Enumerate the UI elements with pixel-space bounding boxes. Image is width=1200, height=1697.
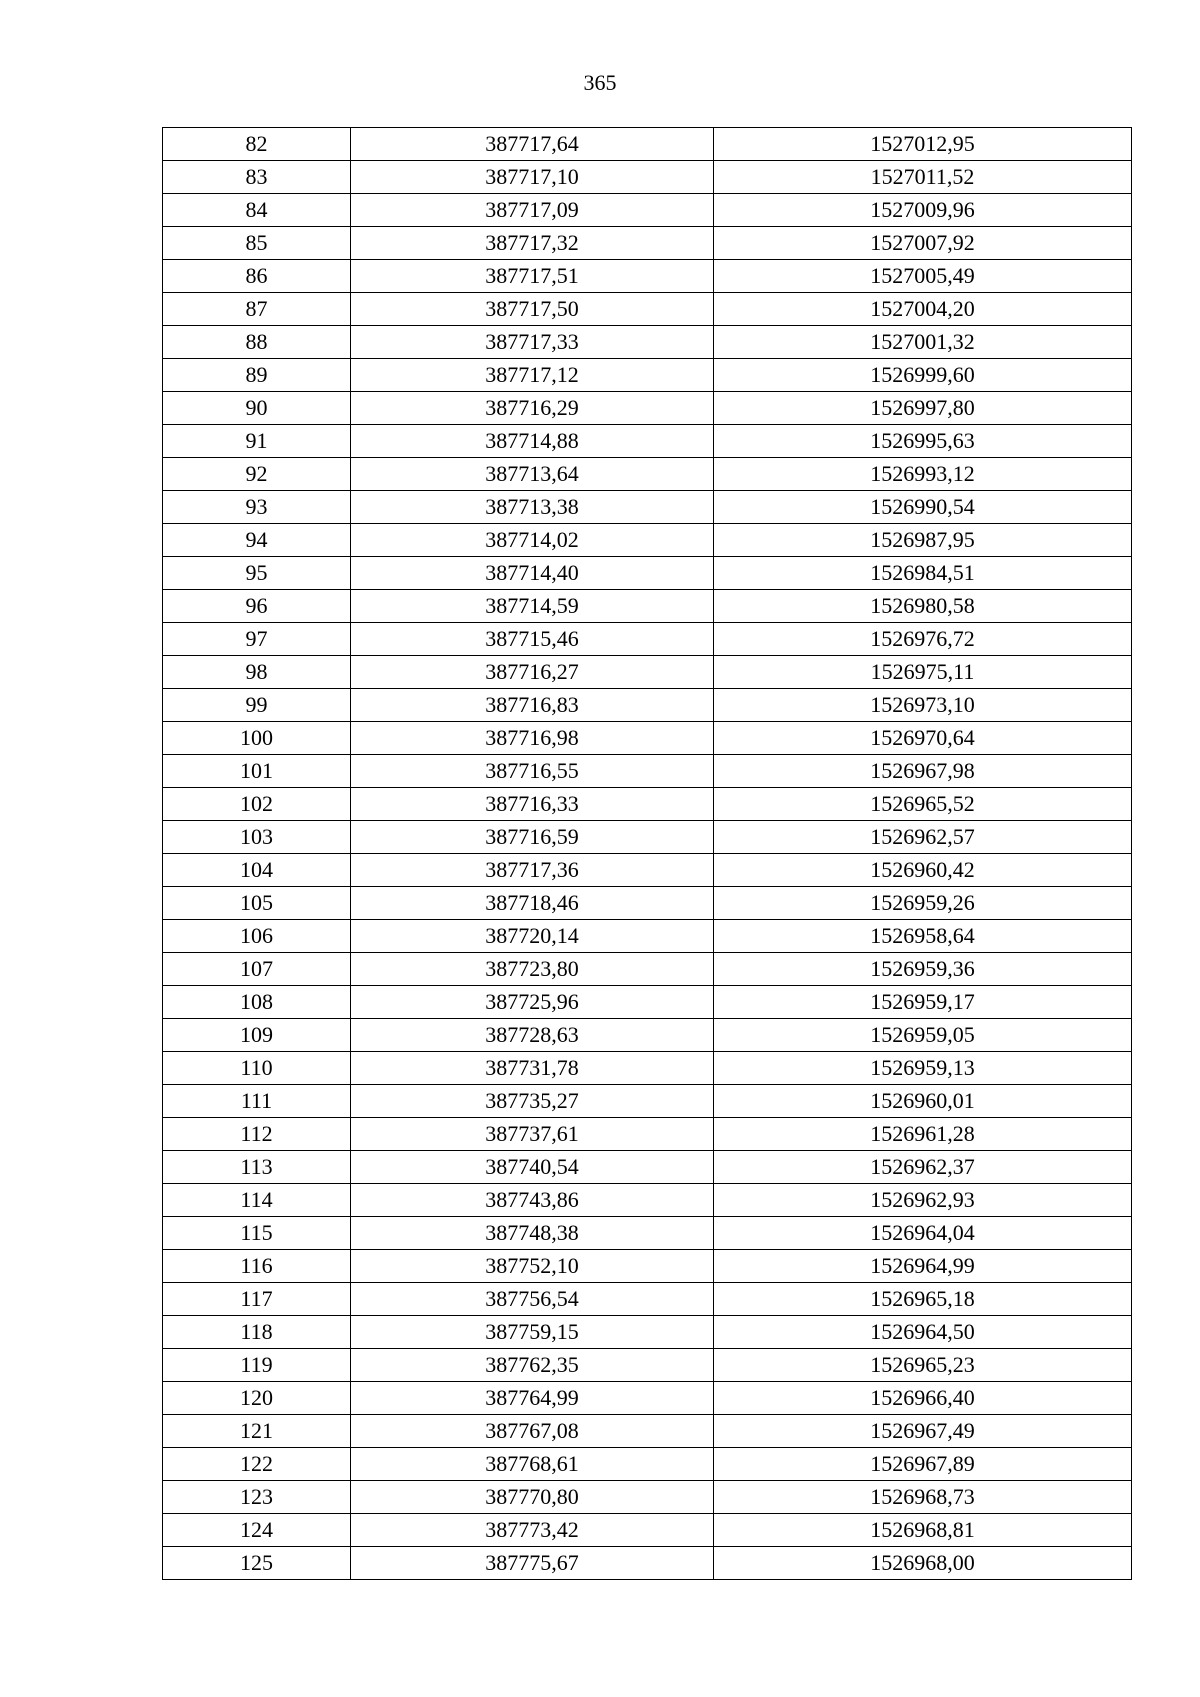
point-number-cell: 119 xyxy=(163,1349,351,1382)
y-coordinate-cell: 1526959,13 xyxy=(714,1052,1132,1085)
y-coordinate-cell: 1527001,32 xyxy=(714,326,1132,359)
y-coordinate-cell: 1526973,10 xyxy=(714,689,1132,722)
point-number-cell: 121 xyxy=(163,1415,351,1448)
x-coordinate-cell: 387737,61 xyxy=(351,1118,714,1151)
point-number-cell: 117 xyxy=(163,1283,351,1316)
x-coordinate-cell: 387718,46 xyxy=(351,887,714,920)
point-number-cell: 88 xyxy=(163,326,351,359)
x-coordinate-cell: 387714,02 xyxy=(351,524,714,557)
table-row xyxy=(163,953,1132,986)
x-coordinate-cell: 387773,42 xyxy=(351,1514,714,1547)
y-coordinate-cell: 1526984,51 xyxy=(714,557,1132,590)
coordinates-table-body xyxy=(163,128,1132,1580)
x-coordinate-cell: 387720,14 xyxy=(351,920,714,953)
x-coordinate-cell: 387717,32 xyxy=(351,227,714,260)
y-coordinate-cell: 1527007,92 xyxy=(714,227,1132,260)
y-coordinate-cell: 1526961,28 xyxy=(714,1118,1132,1151)
point-number-cell: 124 xyxy=(163,1514,351,1547)
x-coordinate-cell: 387759,15 xyxy=(351,1316,714,1349)
x-coordinate-cell: 387775,67 xyxy=(351,1547,714,1580)
x-coordinate-cell: 387716,83 xyxy=(351,689,714,722)
table-row xyxy=(163,788,1132,821)
point-number-cell: 85 xyxy=(163,227,351,260)
x-coordinate-cell: 387716,33 xyxy=(351,788,714,821)
x-coordinate-cell: 387748,38 xyxy=(351,1217,714,1250)
point-number-cell: 120 xyxy=(163,1382,351,1415)
y-coordinate-cell: 1526962,37 xyxy=(714,1151,1132,1184)
x-coordinate-cell: 387768,61 xyxy=(351,1448,714,1481)
point-number-cell: 86 xyxy=(163,260,351,293)
table-row xyxy=(163,920,1132,953)
y-coordinate-cell: 1526964,99 xyxy=(714,1250,1132,1283)
point-number-cell: 101 xyxy=(163,755,351,788)
point-number-cell: 95 xyxy=(163,557,351,590)
x-coordinate-cell: 387714,40 xyxy=(351,557,714,590)
table-row xyxy=(163,1250,1132,1283)
y-coordinate-cell: 1526959,05 xyxy=(714,1019,1132,1052)
x-coordinate-cell: 387715,46 xyxy=(351,623,714,656)
table-row xyxy=(163,392,1132,425)
y-coordinate-cell: 1526959,17 xyxy=(714,986,1132,1019)
x-coordinate-cell: 387723,80 xyxy=(351,953,714,986)
x-coordinate-cell: 387770,80 xyxy=(351,1481,714,1514)
x-coordinate-cell: 387740,54 xyxy=(351,1151,714,1184)
y-coordinate-cell: 1526965,52 xyxy=(714,788,1132,821)
x-coordinate-cell: 387767,08 xyxy=(351,1415,714,1448)
table-row xyxy=(163,1118,1132,1151)
y-coordinate-cell: 1526995,63 xyxy=(714,425,1132,458)
table-row xyxy=(163,1316,1132,1349)
table-row xyxy=(163,821,1132,854)
table-row xyxy=(163,1052,1132,1085)
table-row xyxy=(163,1085,1132,1118)
point-number-cell: 103 xyxy=(163,821,351,854)
table-row xyxy=(163,623,1132,656)
x-coordinate-cell: 387762,35 xyxy=(351,1349,714,1382)
point-number-cell: 98 xyxy=(163,656,351,689)
x-coordinate-cell: 387731,78 xyxy=(351,1052,714,1085)
x-coordinate-cell: 387717,50 xyxy=(351,293,714,326)
y-coordinate-cell: 1526960,01 xyxy=(714,1085,1132,1118)
x-coordinate-cell: 387713,64 xyxy=(351,458,714,491)
point-number-cell: 104 xyxy=(163,854,351,887)
table-row xyxy=(163,590,1132,623)
table-row xyxy=(163,1283,1132,1316)
y-coordinate-cell: 1526970,64 xyxy=(714,722,1132,755)
point-number-cell: 87 xyxy=(163,293,351,326)
y-coordinate-cell: 1526959,36 xyxy=(714,953,1132,986)
x-coordinate-cell: 387756,54 xyxy=(351,1283,714,1316)
x-coordinate-cell: 387714,59 xyxy=(351,590,714,623)
table-row xyxy=(163,458,1132,491)
x-coordinate-cell: 387728,63 xyxy=(351,1019,714,1052)
point-number-cell: 109 xyxy=(163,1019,351,1052)
x-coordinate-cell: 387725,96 xyxy=(351,986,714,1019)
y-coordinate-cell: 1526975,11 xyxy=(714,656,1132,689)
y-coordinate-cell: 1526966,40 xyxy=(714,1382,1132,1415)
table-row xyxy=(163,1514,1132,1547)
x-coordinate-cell: 387735,27 xyxy=(351,1085,714,1118)
coordinates-table xyxy=(162,127,1132,1580)
point-number-cell: 105 xyxy=(163,887,351,920)
point-number-cell: 93 xyxy=(163,491,351,524)
x-coordinate-cell: 387716,27 xyxy=(351,656,714,689)
point-number-cell: 91 xyxy=(163,425,351,458)
point-number-cell: 107 xyxy=(163,953,351,986)
point-number-cell: 108 xyxy=(163,986,351,1019)
table-row xyxy=(163,557,1132,590)
table-row xyxy=(163,887,1132,920)
point-number-cell: 118 xyxy=(163,1316,351,1349)
x-coordinate-cell: 387714,88 xyxy=(351,425,714,458)
y-coordinate-cell: 1526997,80 xyxy=(714,392,1132,425)
point-number-cell: 114 xyxy=(163,1184,351,1217)
table-row xyxy=(163,260,1132,293)
table-row xyxy=(163,1547,1132,1580)
x-coordinate-cell: 387716,55 xyxy=(351,755,714,788)
table-row xyxy=(163,1151,1132,1184)
y-coordinate-cell: 1526968,81 xyxy=(714,1514,1132,1547)
y-coordinate-cell: 1526959,26 xyxy=(714,887,1132,920)
table-row xyxy=(163,524,1132,557)
x-coordinate-cell: 387752,10 xyxy=(351,1250,714,1283)
table-row xyxy=(163,227,1132,260)
page-number: 365 xyxy=(583,70,617,95)
table-row xyxy=(163,194,1132,227)
table-row xyxy=(163,326,1132,359)
point-number-cell: 99 xyxy=(163,689,351,722)
y-coordinate-cell: 1526987,95 xyxy=(714,524,1132,557)
table-row xyxy=(163,656,1132,689)
point-number-cell: 116 xyxy=(163,1250,351,1283)
point-number-cell: 90 xyxy=(163,392,351,425)
y-coordinate-cell: 1527004,20 xyxy=(714,293,1132,326)
y-coordinate-cell: 1526962,93 xyxy=(714,1184,1132,1217)
y-coordinate-cell: 1526965,23 xyxy=(714,1349,1132,1382)
table-row xyxy=(163,1415,1132,1448)
y-coordinate-cell: 1526980,58 xyxy=(714,590,1132,623)
point-number-cell: 83 xyxy=(163,161,351,194)
table-row xyxy=(163,755,1132,788)
table-row xyxy=(163,854,1132,887)
table-row xyxy=(163,1448,1132,1481)
point-number-cell: 96 xyxy=(163,590,351,623)
table-row xyxy=(163,689,1132,722)
x-coordinate-cell: 387716,98 xyxy=(351,722,714,755)
point-number-cell: 106 xyxy=(163,920,351,953)
y-coordinate-cell: 1527009,96 xyxy=(714,194,1132,227)
point-number-cell: 115 xyxy=(163,1217,351,1250)
x-coordinate-cell: 387717,36 xyxy=(351,854,714,887)
point-number-cell: 100 xyxy=(163,722,351,755)
table-row xyxy=(163,1184,1132,1217)
table-row xyxy=(163,1349,1132,1382)
y-coordinate-cell: 1526967,49 xyxy=(714,1415,1132,1448)
x-coordinate-cell: 387716,29 xyxy=(351,392,714,425)
x-coordinate-cell: 387764,99 xyxy=(351,1382,714,1415)
table-row xyxy=(163,1481,1132,1514)
x-coordinate-cell: 387716,59 xyxy=(351,821,714,854)
y-coordinate-cell: 1526993,12 xyxy=(714,458,1132,491)
point-number-cell: 94 xyxy=(163,524,351,557)
x-coordinate-cell: 387717,64 xyxy=(351,128,714,161)
y-coordinate-cell: 1526958,64 xyxy=(714,920,1132,953)
table-row xyxy=(163,359,1132,392)
x-coordinate-cell: 387717,51 xyxy=(351,260,714,293)
y-coordinate-cell: 1527011,52 xyxy=(714,161,1132,194)
point-number-cell: 122 xyxy=(163,1448,351,1481)
table-row xyxy=(163,1019,1132,1052)
y-coordinate-cell: 1526965,18 xyxy=(714,1283,1132,1316)
table-row xyxy=(163,491,1132,524)
table-row xyxy=(163,986,1132,1019)
y-coordinate-cell: 1526964,50 xyxy=(714,1316,1132,1349)
table-row xyxy=(163,128,1132,161)
table-row xyxy=(163,1217,1132,1250)
point-number-cell: 84 xyxy=(163,194,351,227)
table-row xyxy=(163,1382,1132,1415)
y-coordinate-cell: 1526968,73 xyxy=(714,1481,1132,1514)
point-number-cell: 113 xyxy=(163,1151,351,1184)
point-number-cell: 125 xyxy=(163,1547,351,1580)
y-coordinate-cell: 1526962,57 xyxy=(714,821,1132,854)
y-coordinate-cell: 1526960,42 xyxy=(714,854,1132,887)
y-coordinate-cell: 1526968,00 xyxy=(714,1547,1132,1580)
point-number-cell: 112 xyxy=(163,1118,351,1151)
x-coordinate-cell: 387717,33 xyxy=(351,326,714,359)
x-coordinate-cell: 387713,38 xyxy=(351,491,714,524)
y-coordinate-cell: 1526967,89 xyxy=(714,1448,1132,1481)
y-coordinate-cell: 1527012,95 xyxy=(714,128,1132,161)
table-row xyxy=(163,425,1132,458)
y-coordinate-cell: 1526999,60 xyxy=(714,359,1132,392)
y-coordinate-cell: 1526964,04 xyxy=(714,1217,1132,1250)
x-coordinate-cell: 387717,09 xyxy=(351,194,714,227)
x-coordinate-cell: 387717,10 xyxy=(351,161,714,194)
table-row xyxy=(163,722,1132,755)
y-coordinate-cell: 1527005,49 xyxy=(714,260,1132,293)
point-number-cell: 110 xyxy=(163,1052,351,1085)
x-coordinate-cell: 387717,12 xyxy=(351,359,714,392)
point-number-cell: 102 xyxy=(163,788,351,821)
point-number-cell: 111 xyxy=(163,1085,351,1118)
point-number-cell: 89 xyxy=(163,359,351,392)
table-row xyxy=(163,161,1132,194)
y-coordinate-cell: 1526990,54 xyxy=(714,491,1132,524)
table-row xyxy=(163,293,1132,326)
y-coordinate-cell: 1526967,98 xyxy=(714,755,1132,788)
point-number-cell: 92 xyxy=(163,458,351,491)
point-number-cell: 82 xyxy=(163,128,351,161)
y-coordinate-cell: 1526976,72 xyxy=(714,623,1132,656)
x-coordinate-cell: 387743,86 xyxy=(351,1184,714,1217)
point-number-cell: 97 xyxy=(163,623,351,656)
point-number-cell: 123 xyxy=(163,1481,351,1514)
